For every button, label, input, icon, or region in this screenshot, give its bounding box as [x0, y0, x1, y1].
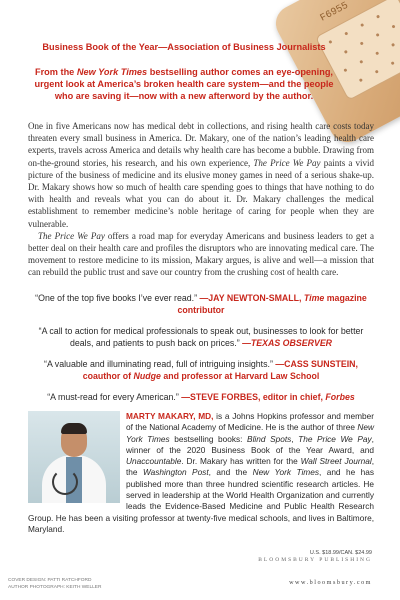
- cover-design-credit: COVER DESIGN: PATTI RATCHFORD: [8, 578, 92, 583]
- author-bio: MARTY MAKARY, MD, is a Johns Hopkins professor and member of the National Academy of Medicine. He is the author of three New York Times bestselling books: Blind Spots, The Price We Pay, winner of the 2020 Business Book of the Year Award, and Unaccountable. Dr. Makary has written for the Wall Street Journal, the Washington Post, and the New York Times, and he has published more than three hundred scientific research articles. He served in leadership at the World Health Organization and currently leads the Evidence-Based Medicine and Public Health Research Group. He has been a visiting professor at twenty-five medical schools, and lives in Baltimore, Maryland.: [28, 411, 375, 534]
- bandage-print: F6955: [318, 0, 351, 25]
- author-photo: [28, 411, 120, 503]
- price: U.S. $18.99/CAN. $24.99: [309, 550, 372, 556]
- description-paragraph-1: One in five Americans now has medical debt in collections, and rising health care costs today threaten every small business in America. Dr. Makary, one of the nation’s leading health care experts, travels across America and details why health care has become a bubble. Drawing from on-the-ground stories, his research, and his own experience, The Price We Pay paints a vivid picture of the business of medicine and its elusive money games in need of a serious shake-up. Dr. Makary shows how so much of health care spending goes to things that have nothing to do with health and reveals what you can do about it. Dr. Makary challenges the medical establishment to remember medicine’s noble heritage of caring for people when they are vulnerable.: [28, 121, 375, 229]
- description-paragraph-2: The Price We Pay offers a road map for everyday Americans and business leaders to get a better deal on their health care and profiles the disruptors who are innovating medical care. The movement to restore medicine to its mission, Makary argues, is alive and well—a mission that can rebuild the public trust and save our country from the crushing cost of health care.: [28, 230, 374, 278]
- review-quote: “A call to action for medical professionals to speak out, businesses to look for better deals, and patients to push back on prices.” —TEXAS OBSERVER: [38, 326, 364, 348]
- review-quote: “A must-read for every American.” —STEVE FORBES, editor in chief, Forbes: [47, 392, 355, 402]
- price-block: [258, 550, 372, 563]
- tagline: From the New York Times bestselling author comes an eye-opening, urgent look at America’s broken health care system—and the people who are saving it—now with a new afterword by the author.: [34, 67, 334, 101]
- description: [28, 120, 374, 279]
- publisher: BLOOMSBURY PUBLISHING: [258, 557, 372, 563]
- author-bio-section: [28, 411, 374, 535]
- review-quote: “A valuable and illuminating read, full of intriguing insights.” —CASS SUNSTEIN, coauthor of Nudge and professor at Harvard Law School: [44, 359, 358, 381]
- review-quotes: [28, 293, 374, 414]
- award-line: Business Book of the Year—Association of Business Journalists: [42, 42, 326, 52]
- review-quote: “One of the top five books I’ve ever read.” —JAY NEWTON-SMALL, Time magazine contributor: [35, 293, 367, 315]
- publisher-website: www.bloomsbury.com: [289, 579, 372, 586]
- credits: [8, 577, 101, 591]
- author-photo-credit: AUTHOR PHOTOGRAPH: KEITH WELLER: [8, 585, 102, 590]
